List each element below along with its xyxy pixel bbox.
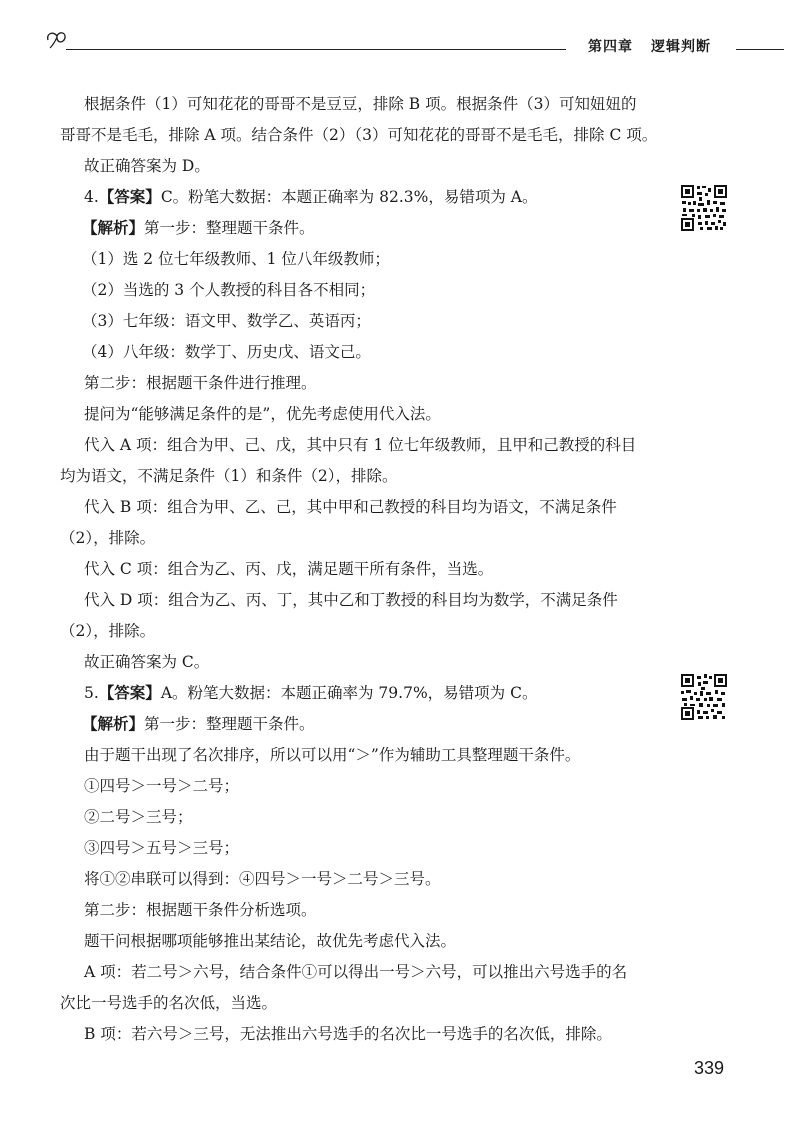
analysis-text: 第一步：整理题干条件。 [144, 219, 315, 237]
text-line: 根据条件（1）可知花花的哥哥不是豆豆，排除 B 项。根据条件（3）可知妞妞的 [84, 95, 637, 113]
qr-code-icon[interactable] [680, 673, 728, 721]
text-line: ③四号＞五号＞三号； [84, 839, 240, 857]
text-line: 次比一号选手的名次低，当选。 [60, 994, 278, 1012]
text-line: （3）七年级：语文甲、数学乙、英语丙； [82, 312, 371, 330]
text-line: 代入 B 项：组合为甲、乙、己，其中甲和己教授的科目均为语文，不满足条件 [84, 498, 617, 516]
text-line: 代入 D 项：组合为乙、丙、丁，其中乙和丁教授的科目均为数学，不满足条件 [84, 591, 618, 609]
answer-text: A。粉笔大数据：本题正确率为 79.7%，易错项为 C。 [160, 684, 538, 702]
text-line: （2），排除。 [60, 622, 156, 640]
answer-text: C。粉笔大数据：本题正确率为 82.3%，易错项为 A。 [160, 188, 538, 206]
analysis-tag: 【解析】 [82, 218, 145, 237]
section-title: 逻辑判断 [651, 39, 711, 55]
analysis-line [82, 714, 315, 734]
answer-line [84, 683, 537, 703]
answer-line [84, 187, 537, 207]
text-line: （2）当选的 3 个人教授的科目各不相同； [82, 281, 376, 299]
analysis-text: 第一步：整理题干条件。 [144, 715, 315, 733]
qr-code-icon[interactable] [680, 184, 728, 232]
text-line: 故正确答案为 C。 [84, 653, 210, 671]
text-line: 将①②串联可以得到：④四号＞一号＞二号＞三号。 [84, 870, 441, 888]
text-line: （4）八年级：数学丁、历史戊、语文己。 [82, 343, 371, 361]
analysis-tag: 【解析】 [82, 714, 145, 733]
text-line: 提问为“能够满足条件的是”，优先考虑使用代入法。 [84, 405, 441, 423]
text-line: （2），排除。 [60, 529, 156, 547]
page-number: 339 [694, 1058, 725, 1078]
text-line: 题干问根据哪项能够推出某结论，故优先考虑代入法。 [84, 932, 457, 950]
text-line: B 项：若六号＞三号，无法推出六号选手的名次比一号选手的名次低，排除。 [84, 1025, 612, 1043]
text-line: ②二号＞三号； [84, 808, 193, 826]
text-line: ①四号＞一号＞二号； [84, 777, 240, 795]
question-number: 4. [84, 188, 99, 206]
text-line: 哥哥不是毛毛，排除 A 项。结合条件（2）（3）可知花花的哥哥不是毛毛，排除 C 项。 [60, 126, 658, 144]
chapter-number: 第四章 [588, 39, 633, 55]
text-line: 由于题干出现了名次排序，所以可以用“＞”作为辅助工具整理题干条件。 [84, 746, 581, 764]
text-line: 故正确答案为 D。 [84, 157, 210, 175]
answer-tag: 【答案】 [98, 683, 161, 702]
text-line: A 项：若二号＞六号，结合条件①可以得出一号＞六号，可以推出六号选手的名 [84, 963, 628, 981]
analysis-line [82, 218, 315, 238]
text-line: 第二步：根据题干条件进行推理。 [84, 374, 317, 392]
text-line: （1）选 2 位七年级教师、1 位八年级教师； [82, 250, 390, 268]
text-line: 代入 A 项：组合为甲、己、戊，其中只有 1 位七年级教师，且甲和己教授的科目 [84, 436, 637, 454]
text-line: 第二步：根据题干条件分析选项。 [84, 901, 317, 919]
question-number: 5. [84, 684, 99, 702]
answer-tag: 【答案】 [98, 187, 161, 206]
text-line: 均为语文，不满足条件（1）和条件（2），排除。 [60, 467, 398, 485]
text-line: 代入 C 项：组合为乙、丙、戊，满足题干所有条件，当选。 [84, 560, 494, 578]
